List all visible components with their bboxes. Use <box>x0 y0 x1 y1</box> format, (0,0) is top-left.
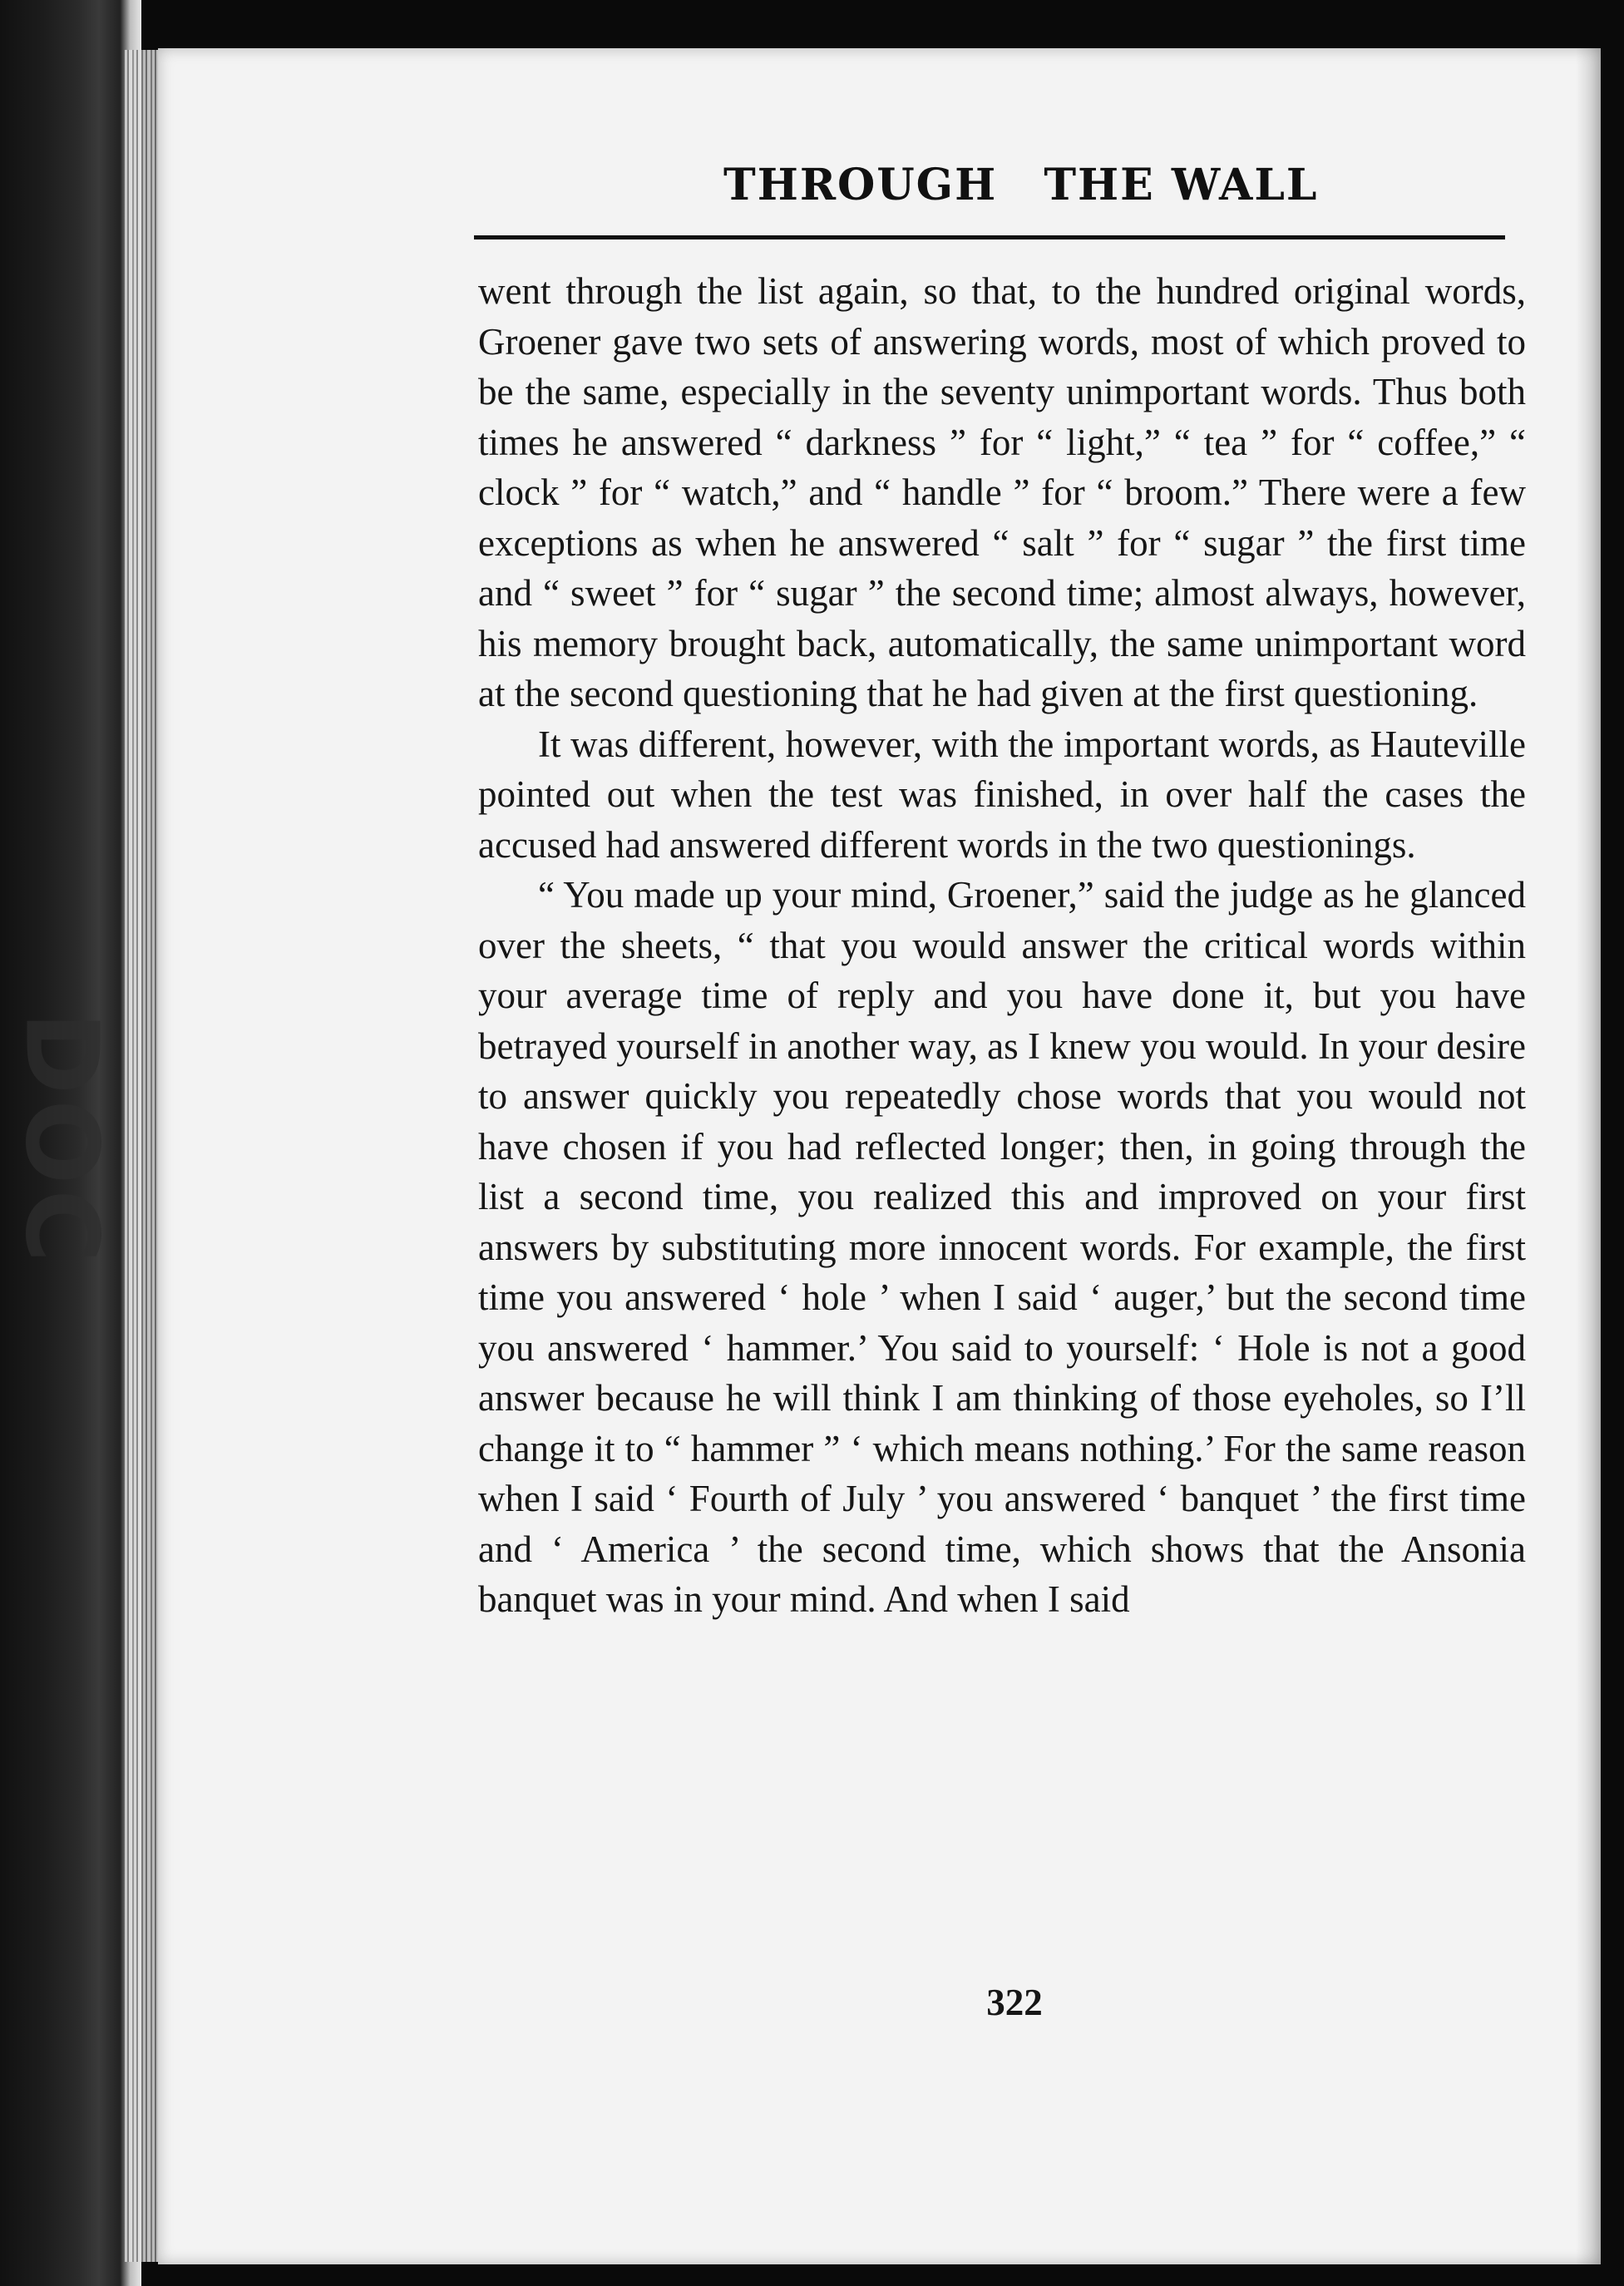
page-shadow <box>1576 48 1601 2264</box>
paragraph-2: It was different, however, with the important words, as Hauteville pointed out when the test was finished, in over half the cases the accused had answered different words in the two questionings. <box>478 723 1526 866</box>
scan-border <box>1601 0 1624 2286</box>
page-number: 322 <box>986 1982 1043 2023</box>
running-head <box>474 160 1505 210</box>
spine-stamp-text: DOC <box>2 1011 119 1267</box>
running-head-word2: THE WALL <box>1044 160 1319 210</box>
body-text <box>478 266 1526 1625</box>
page-edges <box>125 50 158 2262</box>
paragraph-3: “ You made up your mind, Groener,” said the judge as he glanced over the sheets, “ that you would answer the critical words within your average time of reply and you have done it, but you have betrayed yourself in another way, as I knew you would. In your desire to answer quickly you repeatedly chose words that you would not have chosen if you had reflected longer; then, in going through the list a second time, you realized this and improved on your first answers by substituting more innocent words. For example, the first time you answered ‘ hole ’ when I said ‘ auger,’ but the second time you answered ‘ hammer.’ You said to yourself: ‘ Hole is not a good answer because he will think I am thinking of those eyeholes, so I’ll change it to “ hammer ” ‘ which means nothing.’ For the same reason when I said ‘ Fourth of July ’ you answered ‘ banquet ’ the first time and ‘ America ’ the second time, which shows that the Ansonia banquet was in your mind. And when I said <box>478 874 1526 1620</box>
spine-stamp <box>2 965 119 1314</box>
running-head-word1: THROUGH <box>723 160 998 210</box>
header-rule <box>474 235 1505 239</box>
paragraph-1: went through the list again, so that, to the hundred original words, Groener gave two sets of answering words, most of which proved to be the same, especially in the seventy unimportant words. Thus both times he answered “ darkness ” for “ light,” “ tea ” for “ coffee,” “ clock ” for “ watch,” and “ handle ” for “ broom.” There were a few exceptions as when he answered “ salt ” for “ sugar ” the first time and “ sweet ” for “ sugar ” the second time; almost always, however, his memory brought back, automatically, the same unimportant word at the second questioning that he had given at the first questioning. <box>478 270 1526 714</box>
